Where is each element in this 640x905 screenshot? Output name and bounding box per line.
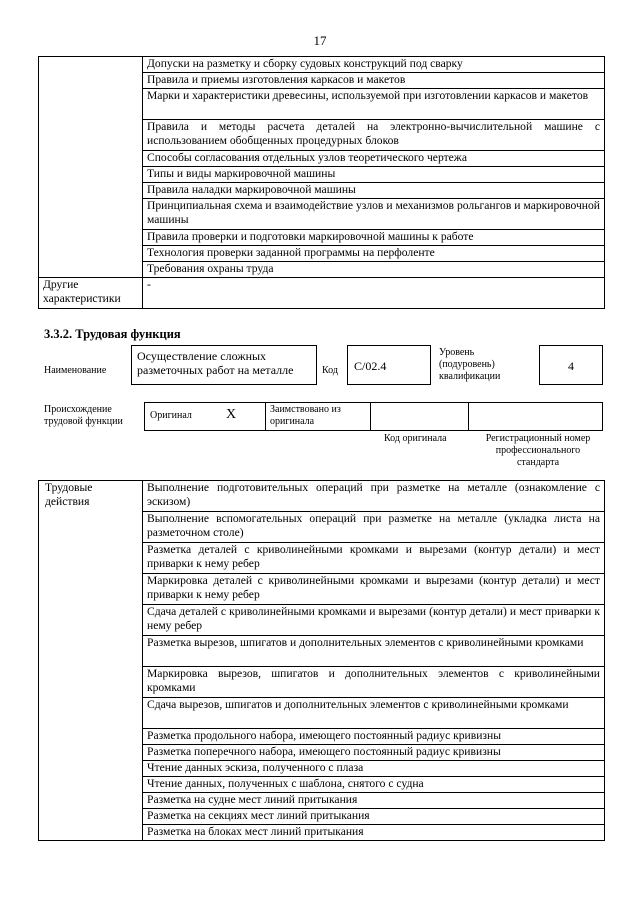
table-row: [39, 57, 605, 73]
table-cell: Способы согласования отдельных узлов теоретического чертежа: [143, 151, 605, 167]
table-cell: Выполнение подготовительных операций при разметке на металле (ознакомление с эскизом): [143, 481, 605, 512]
table-cell: Разметка на блоках мест линий притыкания: [143, 825, 605, 841]
table-cell: Разметка продольного набора, имеющего постоянный радиус кривизны: [143, 729, 605, 745]
code-box: [347, 345, 431, 385]
name-label: Наименование: [44, 365, 107, 376]
page-number: 17: [313, 33, 327, 48]
table-cell: Разметка вырезов, шпигатов и дополнительных элементов с криволинейными кромками: [143, 636, 605, 667]
empty-label-cell: [39, 57, 143, 278]
divider: [265, 402, 266, 431]
table-cell: Разметка поперечного набора, имеющего постоянный радиус кривизны: [143, 745, 605, 761]
level-label: Уровень (подуровень) квалификации: [439, 347, 501, 382]
table-cell: Допуски на разметку и сборку судовых конструкций под сварку: [143, 57, 605, 73]
table-cell: Маркировка вырезов, шпигатов и дополнительных элементов с криволинейными кромками: [143, 667, 605, 698]
level-box: [539, 345, 603, 385]
table-cell: Сдача деталей с криволинейными кромками и вырезами (контур детали) и мест приварки к нему ребер: [143, 605, 605, 636]
original-label: Оригинал: [150, 410, 192, 421]
table-cell: Сдача вырезов, шпигатов и дополнительных элементов с криволинейными кромками: [143, 698, 605, 729]
actions-label: Трудовые действия: [39, 481, 143, 841]
original-mark: X: [226, 407, 237, 422]
knowledge-table: [38, 56, 605, 309]
table-cell: Правила проверки и подготовки маркировочной машины к работе: [143, 230, 605, 246]
table-cell: Технология проверки заданной программы на перфоленте: [143, 246, 605, 262]
divider: [468, 402, 469, 431]
table-cell: Маркировка деталей с криволинейными кромками и вырезами (контур детали) и мест приварки к нему ребер: [143, 574, 605, 605]
other-characteristics-value: -: [143, 278, 605, 309]
table-cell: Правила и методы расчета деталей на электронно-вычислительной машине с использованием обобщенных процедурных блоков: [143, 120, 605, 151]
borrowed-label: Заимствовано из оригинала: [270, 404, 341, 427]
table-cell: Разметка деталей с криволинейными кромками и вырезами (контур детали) и мест приварки к нему ребер: [143, 543, 605, 574]
table-cell: Типы и виды маркировочной машины: [143, 167, 605, 183]
origin-row: [144, 402, 603, 431]
function-name-box: [131, 345, 317, 385]
origin-label: Происхождение трудовой функции: [44, 404, 123, 427]
reg-number-caption: Регистрационный номер профессионального стандарта: [485, 433, 591, 468]
table-cell: Разметка на судне мест линий притыкания: [143, 793, 605, 809]
level-value: 4: [568, 359, 574, 373]
divider: [370, 402, 371, 431]
actions-table: [38, 480, 605, 841]
table-row: [39, 278, 605, 309]
code-value: С/02.4: [354, 359, 387, 373]
table-cell: Требования охраны труда: [143, 262, 605, 278]
table-row: [39, 481, 605, 512]
function-name: Осуществление сложных разметочных работ на металле: [137, 349, 294, 377]
table-cell: Разметка на секциях мест линий притыкания: [143, 809, 605, 825]
table-cell: Чтение данных эскиза, полученного с плаза: [143, 761, 605, 777]
table-cell: Марки и характеристики древесины, используемой при изготовлении каркасов и макетов: [143, 89, 605, 120]
section-title: 3.3.2. Трудовая функция: [44, 327, 181, 341]
table-cell: Правила и приемы изготовления каркасов и макетов: [143, 73, 605, 89]
other-characteristics-label: Другие характеристики: [39, 278, 143, 309]
table-cell: Чтение данных, полученных с шаблона, снятого с судна: [143, 777, 605, 793]
code-label: Код: [322, 365, 338, 376]
code-original-caption: Код оригинала: [384, 433, 447, 444]
table-cell: Выполнение вспомогательных операций при разметке на металле (укладка листа на разметочном столе): [143, 512, 605, 543]
table-cell: Принципиальная схема и взаимодействие узлов и механизмов рольгангов и маркировочной машины: [143, 199, 605, 230]
table-cell: Правила наладки маркировочной машины: [143, 183, 605, 199]
